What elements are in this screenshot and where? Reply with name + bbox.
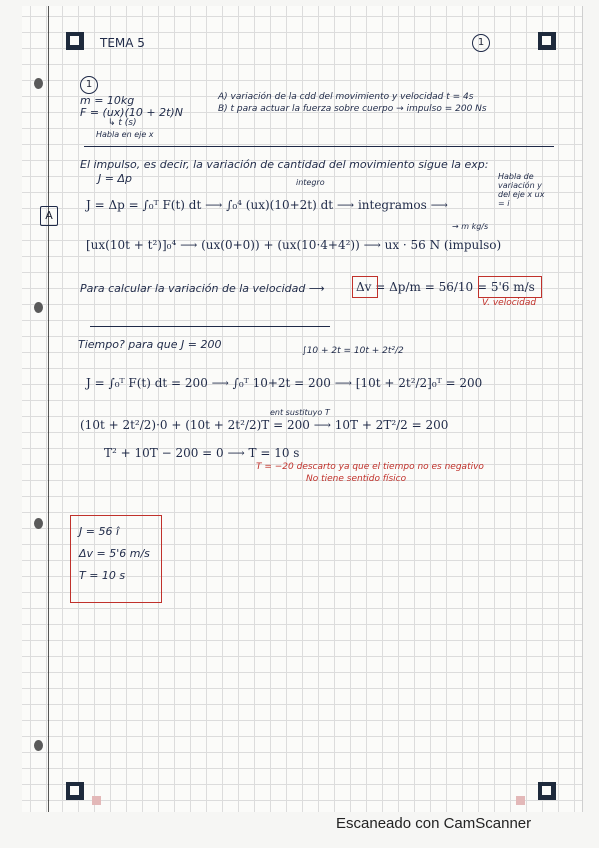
margin-line: [48, 6, 49, 812]
binder-hole: [34, 740, 43, 751]
section-a-intro: El impulso, es decir, la variación de cantidad del movimiento sigue la exp:: [80, 158, 489, 171]
substitute-note: ent sustituyo T: [270, 408, 330, 417]
corner-marker: [538, 32, 556, 50]
integro-note: integro: [296, 178, 325, 187]
binder-hole: [34, 78, 43, 89]
result-impulse: J = 56 î: [79, 525, 120, 538]
delta-v-box: [352, 276, 378, 298]
discard-note-2: No tiene sentido físico: [306, 474, 407, 484]
velocity-result-box: [478, 276, 542, 298]
binder-hole: [34, 302, 43, 313]
section-a-label: A: [40, 206, 58, 226]
results-box: [70, 515, 162, 603]
divider-line: [84, 146, 554, 147]
question-a: A) variación de la cdd del movimiento y velocidad t = 4s: [218, 92, 474, 102]
given-axis-note: Habla en eje x: [96, 130, 154, 139]
corner-square: [516, 796, 525, 805]
side-note: Habla de variación y del eje x ux = i: [498, 172, 545, 208]
question-b: B) t para actuar la fuerza sobre cuerpo → impulso = 200 Ns: [218, 104, 487, 114]
given-force: F = (ux)(10 + 2t)N: [80, 106, 183, 119]
binder-hole: [34, 518, 43, 529]
impulse-integral: J = Δp = ∫₀ᵀ F(t) dt ⟶ ∫₀⁴ (ux)(10+2t) dt ⟶ integramos ⟶: [86, 198, 448, 212]
given-time-unit: ↳ t (s): [108, 118, 137, 128]
page-title: TEMA 5: [100, 36, 145, 50]
section-b-integral: J = ∫₀ᵀ F(t) dt = 200 ⟶ ∫₀ᵀ 10+2t = 200 ⟶ [10t + 2t²/2]₀ᵀ = 200: [86, 376, 483, 390]
scanner-watermark: Escaneado con CamScanner: [336, 815, 532, 832]
corner-square: [92, 796, 101, 805]
result-time: T = 10 s: [79, 569, 126, 582]
quadratic-equation: T² + 10T − 200 = 0 ⟶ T = 10 s: [104, 446, 300, 460]
given-mass: m = 10kg: [80, 94, 135, 107]
corner-marker: [66, 32, 84, 50]
units-note: → m kg/s: [452, 222, 489, 231]
divider-line: [90, 326, 330, 327]
section-b-question: Tiempo? para que J = 200: [78, 338, 222, 351]
result-velocity: Δv = 5'6 m/s: [79, 547, 150, 560]
corner-marker: [66, 782, 84, 800]
page-number: 1: [472, 34, 490, 52]
impulse-evaluation: [ux(10t + t²)]₀⁴ ⟶ (ux(0+0)) + (ux(10·4+4²)) ⟶ ux · 56 N (impulso): [86, 238, 502, 252]
section-b-expand: (10t + 2t²/2)·0 + (10t + 2t²/2)T = 200 ⟶ 10T + 2T²/2 = 200: [80, 418, 449, 432]
velocity-equation: Δv = Δp/m = 56/10 = 5'6 m/s: [356, 280, 535, 294]
problem-number: 1: [80, 76, 98, 94]
section-b-aside: ∫10 + 2t = 10t + 2t²/2: [302, 346, 404, 356]
corner-marker: [538, 782, 556, 800]
velocity-text: Para calcular la variación de la velocidad ⟶: [80, 282, 325, 295]
velocity-note: V. velocidad: [482, 298, 537, 308]
impulse-definition: J = Δp: [98, 172, 132, 185]
discard-note: T = −20 descarto ya que el tiempo no es negativo: [256, 462, 484, 472]
